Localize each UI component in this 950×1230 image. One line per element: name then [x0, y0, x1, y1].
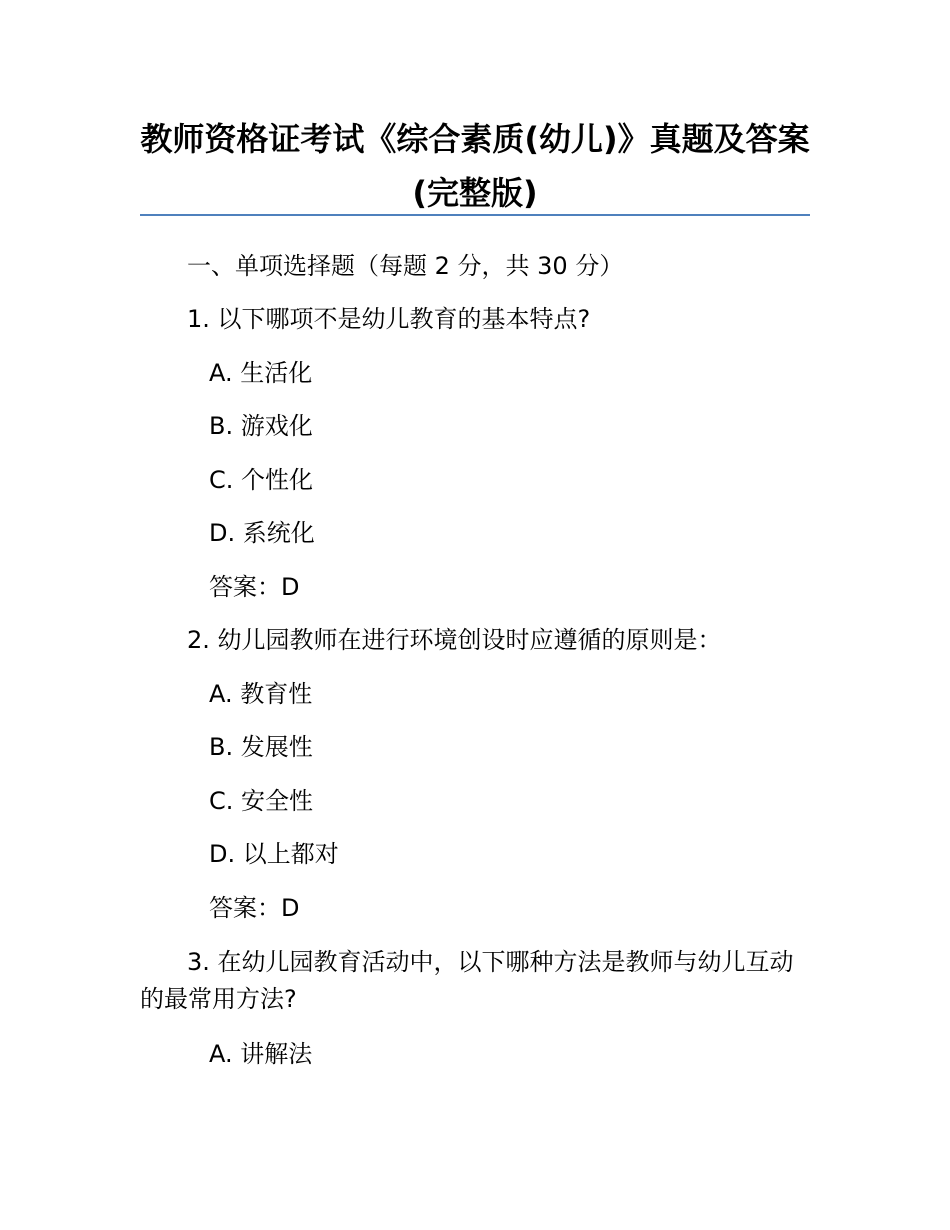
question-1-stem: 1. 以下哪项不是幼儿教育的基本特点?	[187, 305, 591, 333]
question-2-option-a: A. 教育性	[209, 680, 313, 708]
question-2-option-c: C. 安全性	[209, 787, 314, 815]
question-3-stem: 3. 在幼儿园教育活动中，以下哪种方法是教师与幼儿互动的最常用方法?	[140, 948, 794, 1013]
question-1-option-c: C. 个性化	[209, 466, 314, 494]
question-2-stem: 2. 幼儿园教师在进行环境创设时应遵循的原则是：	[187, 626, 722, 654]
question-1-answer: 答案：D	[209, 573, 300, 601]
document-title: 教师资格证考试《综合素质(幼儿)》真题及答案(完整版)	[140, 120, 810, 212]
question-1-option-d: D. 系统化	[209, 519, 315, 547]
title-underline	[140, 214, 810, 216]
question-1-option-a: A. 生活化	[209, 359, 313, 387]
question-2-answer: 答案：D	[209, 894, 300, 922]
question-3-option-a: A. 讲解法	[209, 1040, 313, 1068]
question-2-option-d: D. 以上都对	[209, 840, 339, 868]
question-2-option-b: B. 发展性	[209, 733, 313, 761]
section-heading: 一、单项选择题（每题 2 分，共 30 分）	[187, 252, 624, 280]
question-1-option-b: B. 游戏化	[209, 412, 313, 440]
